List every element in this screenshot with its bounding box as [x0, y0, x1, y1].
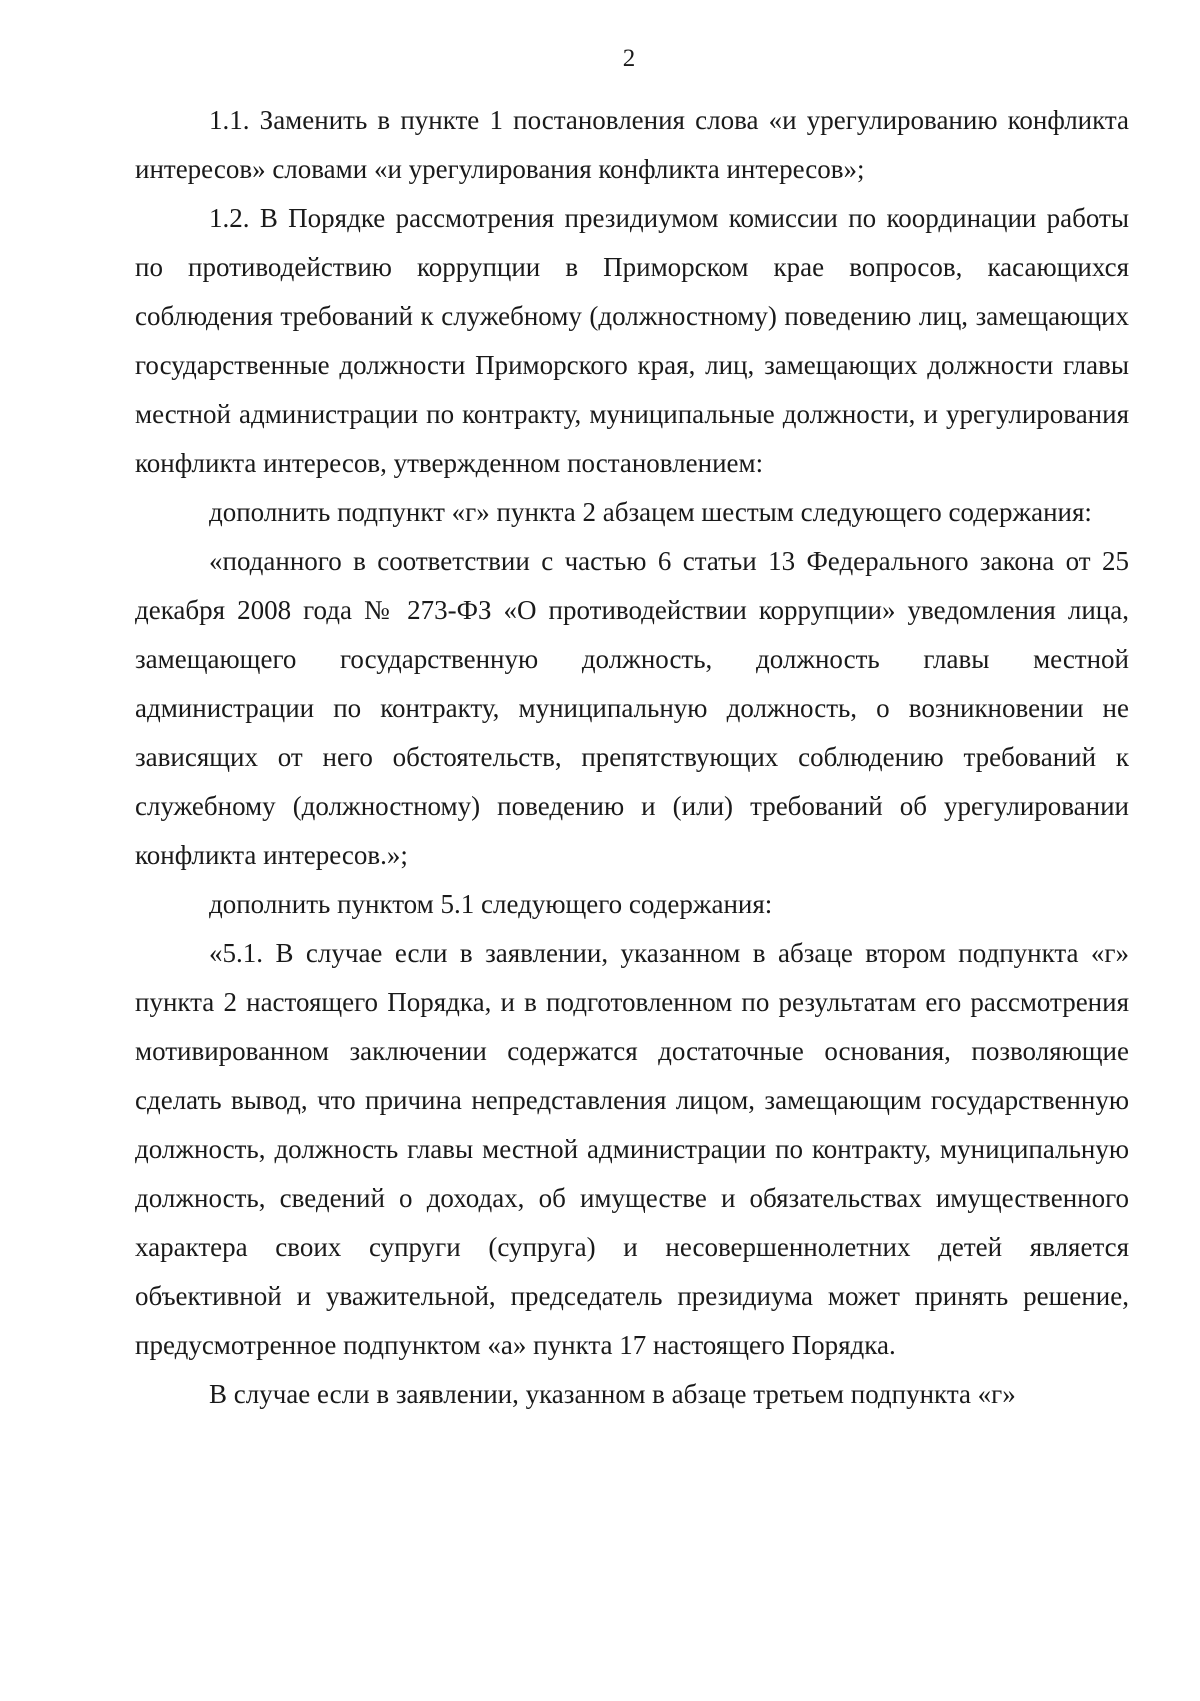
document-body: [135, 96, 1129, 1419]
paragraph-quoted-sixth-abzac: «поданного в соответствии с частью 6 статьи 13 Федерального закона от 25 декабря 2008 года № 273-ФЗ «О противодействии коррупции» уведомления лица, замещающего государственную должность, должность главы местной администрации по контракту, муниципальную должность, о возникновении не зависящих от него обстоятельств, препятствующих соблюдению требований к служебному (должностному) поведению и (или) требований об урегулировании конфликта интересов.»;: [135, 546, 1129, 870]
paragraph-add-item-5-1: дополнить пунктом 5.1 следующего содержания:: [209, 889, 773, 919]
paragraph-1-1: 1.1. Заменить в пункте 1 постановления слова «и урегулированию конфликта интересов» словами «и урегулирования конфликта интересов»;: [135, 105, 1129, 184]
paragraph-item-5-1-continued: В случае если в заявлении, указанном в абзаце третьем подпункта «г»: [209, 1379, 1016, 1409]
paragraph-item-5-1: «5.1. В случае если в заявлении, указанном в абзаце втором подпункта «г» пункта 2 настоящего Порядка, и в подготовленном по результатам его рассмотрения мотивированном заключении содержатся достаточные основания, позволяющие сделать вывод, что причина непредставления лицом, замещающим государственную должность, должность главы местной администрации по контракту, муниципальную должность, сведений о доходах, об имуществе и обязательствах имущественного характера своих супруги (супруга) и несовершеннолетних детей является объективной и уважительной, председатель президиума может принять решение, предусмотренное подпунктом «а» пункта 17 настоящего Порядка.: [135, 938, 1129, 1360]
page-number: 2: [622, 45, 636, 72]
paragraph-1-2: 1.2. В Порядке рассмотрения президиумом комиссии по координации работы по противодействию коррупции в Приморском крае вопросов, касающихся соблюдения требований к служебному (должностному) поведению лиц, замещающих государственные должности Приморского края, лиц, замещающих должности главы местной администрации по контракту, муниципальные должности, и урегулирования конфликта интересов, утвержденном постановлением:: [135, 203, 1129, 478]
paragraph-amend-subitem-g: дополнить подпункт «г» пункта 2 абзацем шестым следующего содержания:: [209, 497, 1092, 527]
